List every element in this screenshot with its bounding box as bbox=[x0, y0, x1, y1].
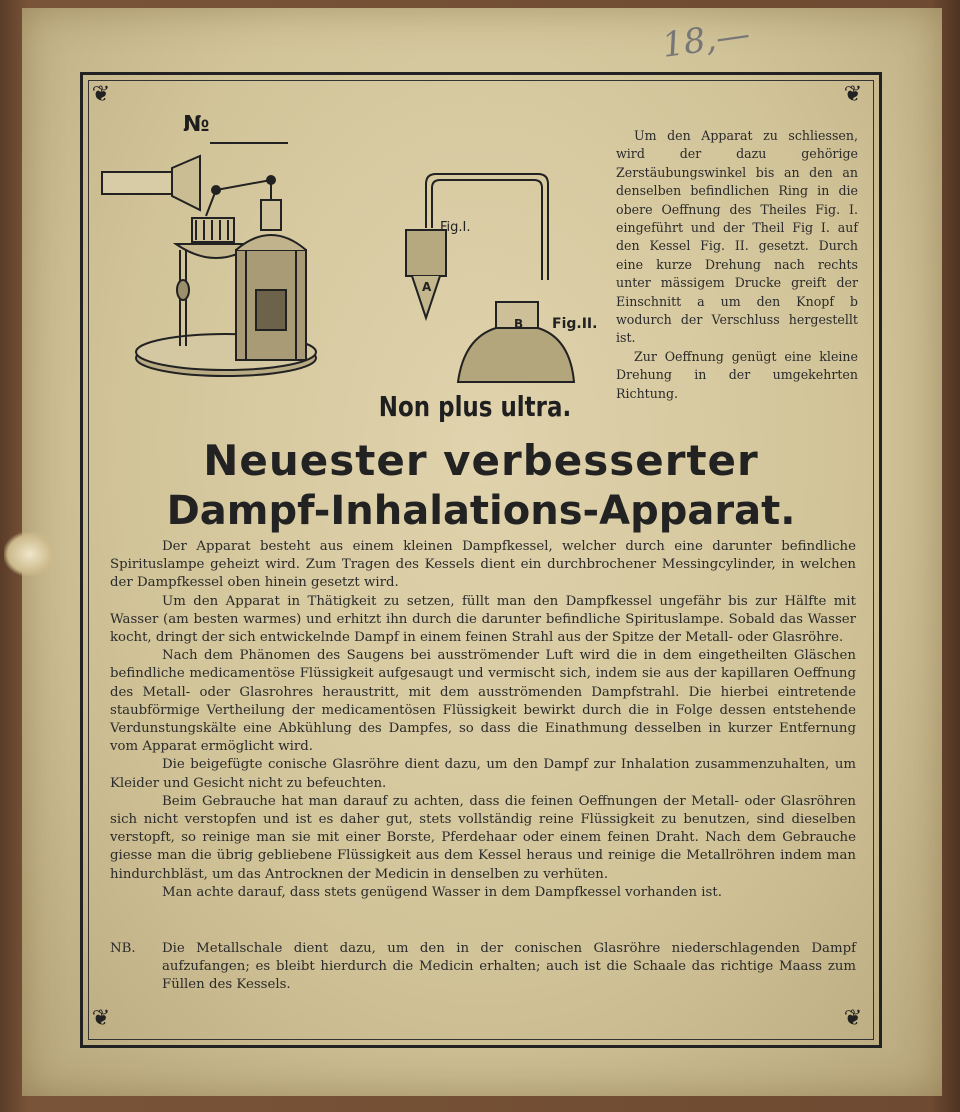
fig1-label: Fig.I. bbox=[440, 220, 471, 235]
subtitle: Non plus ultra. bbox=[378, 390, 572, 423]
binding-string bbox=[4, 532, 56, 576]
fig2-label: Fig.II. bbox=[552, 316, 598, 332]
body-paragraph: Der Apparat besteht aus einem kleinen Dampfkessel, welcher durch eine darunter befindliche Spirituslampe geheizt wird. Zum Tragen des Kessels dient ein durchbrochener Messingcylinder, in welchen der Dampfkessel oben hinein gesetzt wird. bbox=[110, 539, 856, 591]
corner-ornament-icon: ❦ bbox=[91, 1006, 111, 1031]
title-line-2: Dampf-Inhalations-Apparat. bbox=[166, 488, 796, 534]
body-text bbox=[110, 538, 856, 902]
nota-bene bbox=[110, 940, 856, 995]
corner-ornament-icon: ❦ bbox=[843, 1006, 863, 1031]
number-label: № bbox=[183, 112, 210, 137]
title-line-1: Neuester verbesserter bbox=[203, 436, 759, 485]
side-instructions bbox=[616, 127, 858, 403]
body-paragraph: Man achte darauf, dass stets genügend Wasser in dem Dampfkessel vorhanden ist. bbox=[162, 884, 722, 900]
corner-ornament-icon: ❦ bbox=[843, 82, 863, 107]
side-paragraph: Zur Oeffnung genügt eine kleine Drehung in der umgekehrten Richtung. bbox=[616, 348, 858, 401]
nb-text: Die Metallschale dient dazu, um den in der conischen Glasröhre niederschlagenden Dampf aufzufangen; es bleibt hierdurch die Medicin erhalten; auch ist die Schaale das richtige Maass zum Füllen des Kessels. bbox=[162, 941, 856, 993]
number-blank-line bbox=[210, 142, 288, 144]
figures-illustration bbox=[398, 168, 598, 388]
apparatus-illustration bbox=[96, 150, 396, 390]
fig-letter-b: B bbox=[514, 317, 524, 331]
body-paragraph: Um den Apparat in Thätigkeit zu setzen, füllt man den Dampfkessel ungefähr bis zur Hälfte mit Wasser (am besten warmes) und erhitzt ihn durch die darunter befindliche Spirituslampe. Sobald das Wasser kocht, dringt der sich entwickelnde Dampf in einem feinen Strahl aus der Spitze der Metall- oder Glasröhre. bbox=[110, 593, 856, 646]
pencil-mark: 18,— bbox=[659, 14, 753, 66]
nb-tag: NB. bbox=[110, 941, 136, 956]
body-paragraph: Die beigefügte conische Glasröhre dient dazu, um den Dampf zur Inhalation zusammenzuhalten, um Kleider und Gesicht nicht zu befeuchten. bbox=[110, 757, 856, 791]
body-paragraph: Nach dem Phänomen des Saugens bei ausströmender Luft wird die in dem eingetheilten Gläschen befindliche medicamentöse Flüssigkeit aufgesaugt und vermischt sich, indem sie aus der kapillaren Oeffnung des Metall- oder Glasrohres heraustritt, mit dem ausströmenden Dampfstrahl. Die hierbei eintretende staubförmige Vertheilung der medicamentösen Flüssigkeit bewirkt durch die in Folge dessen entstehende Verdunstungskälte eine Abkühlung des Dampfes, so dass die Einathmung desselben in kurzer Entfernung vom Apparat ermöglicht wird. bbox=[110, 648, 856, 755]
body-paragraph: Beim Gebrauche hat man darauf zu achten, dass die feinen Oeffnungen der Metall- oder Glasröhren sich nicht verstopfen und ist es daher gut, stets vollständig reine Flüssigkeit zu benutzen, sind dieselben verstopft, so reinige man sie mit einer Borste, Pferdehaar oder einem feinen Draht. Nach dem Gebrauche giesse man die übrig gebliebene Flüssigkeit aus dem Kessel heraus und reinige die Metallröhren indem man hindurchbläst, um das Antrocknen der Medicin in denselben zu verhüten. bbox=[110, 793, 856, 882]
fig-letter-a: A bbox=[422, 280, 432, 294]
side-paragraph: Um den Apparat zu schliessen, wird der dazu gehörige Zerstäubungswinkel bis an den an denselben befindlichen Ring in die obere Oeffnung des Theiles Fig. I. eingeführt und der Theil Fig I. auf den Kessel Fig. II. gesetzt. Durch eine kurze Drehung nach rechts unter mässigem Drucke greift der Einschnitt a um den Knopf b wodurch der Verschluss hergestellt ist. bbox=[616, 128, 858, 346]
corner-ornament-icon: ❦ bbox=[91, 82, 111, 107]
